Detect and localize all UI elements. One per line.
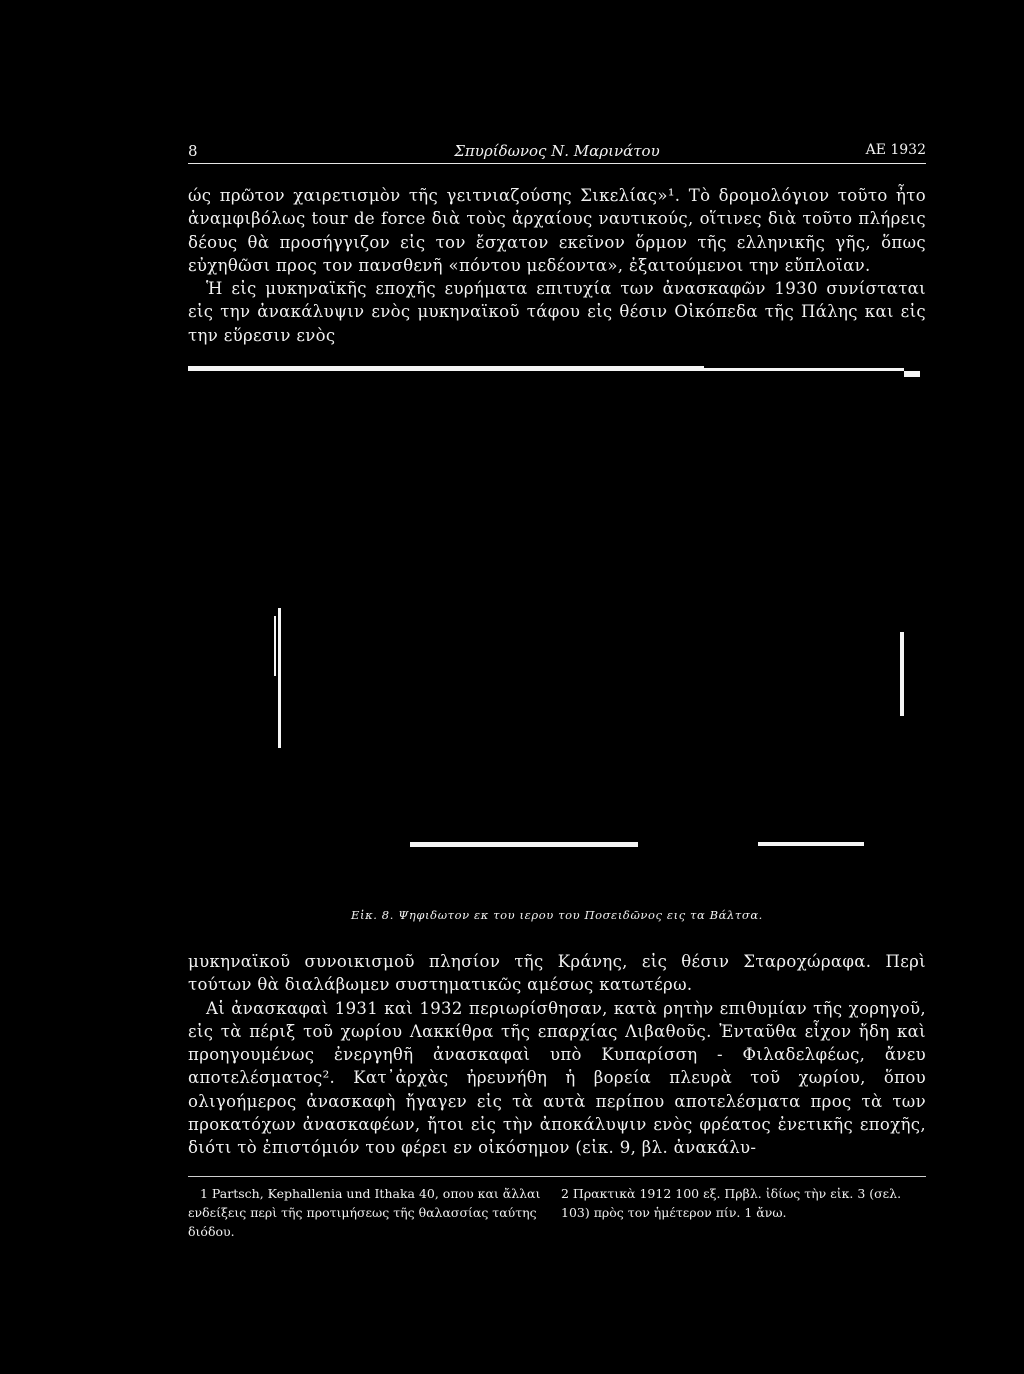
running-head-journal: ΑΕ 1932 xyxy=(865,142,926,158)
figure-image xyxy=(188,366,926,856)
paragraph: μυκηναϊκοῦ συνοικισμοῦ πλησίον τῆς Κράνης, εἰς θέσιν Σταροχώραφα. Περὶ τούτων θὰ διαλάβωμεν συστηματικῶς αμέσως κατωτέρω. xyxy=(188,952,926,995)
figure-right-edge xyxy=(900,632,904,716)
footnote-2: 2 Πρακτικὰ 1912 100 εξ. Πρβλ. ἰδίως τὴν εἰκ. 3 (σελ. 103) πρὸς τον ἡμέτερον πίν. 1 ἄνω. xyxy=(561,1186,902,1220)
figure-top-border xyxy=(188,366,704,371)
figure-top-border xyxy=(704,368,904,371)
figure-bottom-border xyxy=(758,842,864,846)
footnote-1: 1 Partsch, Kephallenia und Ithaka 40, οπου και ἄλλαι ενδείξεις περὶ τῆς προτιμήσεως τῆς θαλασσίας ταύτης διόδου. xyxy=(188,1186,541,1239)
figure-left-edge xyxy=(274,616,276,676)
figure-left-edge xyxy=(278,608,281,748)
running-head-author: Σπυρίδωνος Ν. Μαρινάτου xyxy=(454,142,660,160)
running-head xyxy=(188,142,926,162)
header-rule xyxy=(188,163,926,164)
body-text-bottom xyxy=(188,950,926,1160)
figure-caption: Εἰκ. 8. Ψηφιδωτον εκ του ιερου του Ποσειδῶνος εις τα Βάλτσα. xyxy=(351,908,763,922)
footnote-rule xyxy=(188,1176,926,1177)
body-text-top xyxy=(188,184,926,347)
paragraph: Ἡ εἰς μυκηναϊκῆς εποχῆς ευρήματα επιτυχία των ἀνασκαφῶν 1930 συνίσταται εἰς την ἀνακάλυψιν ενὸς μυκηναϊκοῦ τάφου εἰς θέσιν Οἰκόπεδα τῆς Πάλης και εἰς την εὕρεσιν ενὸς xyxy=(188,279,926,345)
paragraph: Αἱ ἀνασκαφαὶ 1931 καὶ 1932 περιωρίσθησαν, κατὰ ρητὴν επιθυμίαν τῆς χορηγοῦ, εἰς τὰ πέριξ τοῦ χωρίου Λακκίθρα τῆς επαρχίας Λιβαθοῦς. Ἐνταῦθα εἶχον ἤδη καὶ προηγουμένως ἐνεργηθῆ ἀνασκαφαὶ υπὸ Κυπαρίσση - Φιλαδελφέως, ἄνευ αποτελέσματος². Κατ᾽ἀρχὰς ἠρευνήθη ἡ βορεία πλευρὰ τοῦ χωρίου, ὅπου ολιγοήμερος ἀνασκαφὴ ἤγαγεν εἰς τὰ αυτὰ περίπου αποτελέσματα προς τὰ των προκατόχων ἀνασκαφέων, ἤτοι εἰς τὴν ἀποκάλυψιν ενὸς φρέατος ἐνετικῆς εποχῆς, διότι τὸ ἐπιστόμιόν του φέρει εν οἰκόσημον (εἰκ. 9, βλ. ἀνακάλυ- xyxy=(188,998,926,1158)
figure-top-border xyxy=(904,371,920,377)
paragraph: ώς πρῶτον χαιρετισμὸν τῆς γειτνιαζούσης Σικελίας»¹. Τὸ δρομολόγιον τοῦτο ἦτο ἀναμφιβόλως tour de force διὰ τοὺς ἀρχαίους ναυτικούς, οἵτινες διὰ τοῦτο πλήρεις δέους θὰ προσήγγιζον εἰς τον ἔσχατον εκεῖνον ὅρμον τῆς ελληνικῆς γῆς, ὅπως εὐχηθῶσι προς τον πανσθενῆ «πόντου μεδέοντα», ἐξαιτούμενοι την εὔπλοϊαν. xyxy=(188,186,926,275)
page-number: 8 xyxy=(188,142,198,160)
figure-bottom-border xyxy=(410,842,638,847)
